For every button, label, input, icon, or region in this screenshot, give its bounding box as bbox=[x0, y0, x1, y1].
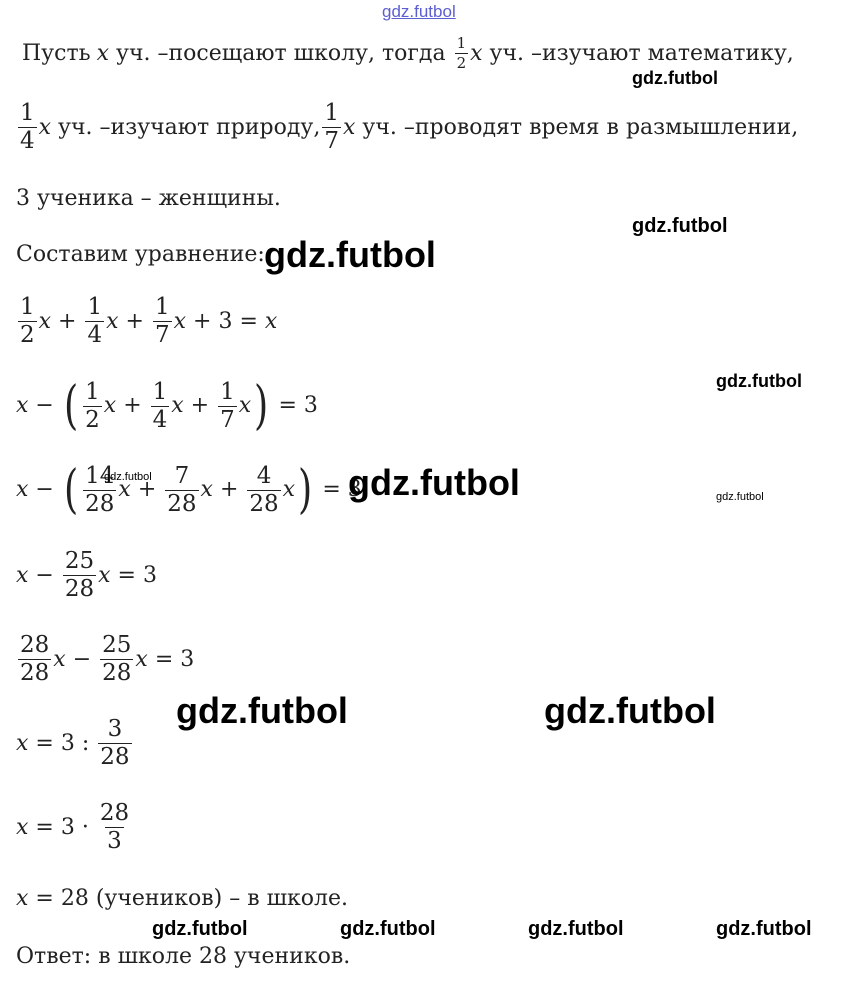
equation-tail: + 3 = bbox=[186, 308, 265, 334]
fraction-denominator: 4 bbox=[87, 322, 103, 348]
line1-text-1: уч. –посещают школу, тогда bbox=[109, 40, 453, 66]
equation-7 bbox=[16, 802, 133, 853]
fraction-numerator: 1 bbox=[324, 100, 339, 126]
var-x: x bbox=[264, 308, 278, 334]
line1-text-2: уч. –изучают математику, bbox=[482, 40, 794, 66]
var-x: x bbox=[173, 308, 187, 334]
operator: − bbox=[28, 477, 61, 502]
operator: − bbox=[65, 646, 99, 672]
fraction-numerator: 28 bbox=[20, 632, 50, 658]
fraction-numerator: 1 bbox=[87, 294, 103, 320]
fraction-denominator: 28 bbox=[85, 490, 115, 517]
line2-text-2: уч. –проводят время в размышлении, bbox=[355, 114, 799, 140]
watermark-top-link[interactable]: gdz.futbol bbox=[382, 2, 456, 21]
operator: + bbox=[118, 308, 151, 334]
watermark: gdz.futbol bbox=[340, 918, 436, 940]
fraction bbox=[218, 378, 237, 433]
equation-6 bbox=[16, 718, 134, 769]
fraction bbox=[247, 462, 280, 517]
var-x: x bbox=[16, 393, 29, 418]
left-paren: ( bbox=[63, 460, 79, 520]
var-x: x bbox=[106, 308, 119, 334]
fraction-denominator: 2 bbox=[20, 322, 35, 348]
right-paren: ) bbox=[298, 460, 313, 520]
var-x: x bbox=[16, 814, 29, 840]
equation-rhs: = 3 bbox=[315, 477, 362, 502]
fraction-numerator: 1 bbox=[456, 34, 467, 52]
fraction-numerator: 1 bbox=[152, 378, 168, 405]
watermark: gdz.futbol bbox=[632, 68, 718, 88]
solution-line-3: 3 ученика – женщины. bbox=[16, 186, 281, 211]
fraction-numerator: 3 bbox=[107, 716, 123, 742]
var-x: x bbox=[342, 114, 356, 140]
answer-line: Ответ: в школе 28 учеников. bbox=[16, 944, 351, 969]
fraction-numerator: 1 bbox=[20, 100, 35, 126]
watermark: gdz.futbol bbox=[716, 371, 802, 391]
watermark: gdz.futbol bbox=[716, 491, 764, 503]
operator: + bbox=[51, 308, 84, 334]
fraction bbox=[63, 550, 96, 601]
equation-lhs: = 3 · bbox=[28, 814, 96, 840]
solution-line-4: Составим уравнение: bbox=[16, 242, 265, 267]
fraction-denominator: 28 bbox=[20, 660, 50, 686]
var-x: x bbox=[38, 308, 52, 334]
fraction-denominator: 3 bbox=[107, 828, 122, 854]
fraction-denominator: 28 bbox=[102, 660, 132, 686]
equation-5 bbox=[16, 634, 194, 685]
fraction-numerator: 25 bbox=[102, 632, 132, 658]
fraction bbox=[85, 296, 104, 347]
equation-8 bbox=[16, 888, 348, 910]
var-x: x bbox=[16, 562, 29, 588]
fraction-numerator: 14 bbox=[85, 462, 115, 489]
watermark: gdz.futbol bbox=[544, 690, 716, 731]
var-x: x bbox=[238, 393, 252, 418]
fraction bbox=[322, 102, 341, 153]
var-x: x bbox=[96, 40, 110, 66]
fraction-numerator: 7 bbox=[174, 462, 190, 489]
line1-lead: Пусть bbox=[22, 40, 91, 66]
fraction-denominator: 28 bbox=[249, 490, 279, 517]
fraction bbox=[100, 634, 133, 685]
var-x: x bbox=[98, 562, 111, 588]
fraction bbox=[151, 378, 170, 433]
fraction-numerator: 1 bbox=[20, 294, 35, 320]
watermark: gdz.futbol bbox=[348, 462, 520, 503]
var-x: x bbox=[38, 114, 52, 140]
watermark: gdz.futbol bbox=[528, 918, 624, 940]
solution-line-1 bbox=[22, 36, 794, 71]
var-x: x bbox=[53, 646, 66, 672]
line2-text-1: уч. –изучают природу, bbox=[51, 114, 321, 140]
fraction-denominator: 7 bbox=[324, 128, 339, 154]
var-x: x bbox=[171, 393, 184, 418]
fraction-denominator: 2 bbox=[456, 54, 467, 72]
equation-result: = 28 (учеников) – в школе. bbox=[28, 886, 349, 911]
fraction-numerator: 1 bbox=[220, 378, 235, 405]
fraction-denominator: 4 bbox=[152, 406, 168, 433]
fraction-numerator: 4 bbox=[256, 462, 272, 489]
equation-4 bbox=[16, 550, 157, 601]
var-x: x bbox=[16, 886, 29, 911]
right-paren: ) bbox=[254, 376, 269, 436]
fraction-denominator: 28 bbox=[167, 490, 197, 517]
operator: − bbox=[28, 562, 61, 588]
operator: + bbox=[130, 477, 164, 502]
left-paren: ( bbox=[63, 376, 79, 436]
equation-2 bbox=[16, 376, 318, 436]
fraction bbox=[18, 634, 51, 685]
fraction-denominator: 28 bbox=[64, 576, 95, 602]
fraction-denominator: 7 bbox=[154, 322, 170, 348]
fraction bbox=[18, 296, 37, 347]
fraction bbox=[455, 36, 469, 71]
fraction-denominator: 7 bbox=[220, 406, 235, 433]
operator: + bbox=[183, 393, 217, 418]
fraction bbox=[83, 378, 102, 433]
watermark: gdz.futbol bbox=[152, 918, 248, 940]
watermark: gdz.futbol bbox=[176, 690, 348, 731]
var-x: x bbox=[470, 40, 483, 66]
fraction-denominator: 2 bbox=[85, 406, 100, 433]
equation-3 bbox=[16, 460, 362, 520]
var-x: x bbox=[118, 477, 131, 502]
fraction-numerator: 1 bbox=[154, 294, 170, 320]
fraction-numerator: 25 bbox=[64, 548, 95, 574]
fraction-denominator: 28 bbox=[100, 744, 130, 770]
solution-line-2 bbox=[16, 102, 798, 153]
watermark: gdz.futbol bbox=[104, 471, 152, 483]
fraction bbox=[98, 802, 131, 853]
fraction-numerator: 28 bbox=[99, 800, 130, 826]
operator: + bbox=[212, 477, 246, 502]
equation-1 bbox=[16, 296, 277, 347]
watermark: gdz.futbol bbox=[716, 918, 812, 940]
equation-rhs: = 3 bbox=[147, 646, 195, 672]
operator: + bbox=[116, 393, 149, 418]
var-x: x bbox=[16, 477, 29, 502]
var-x: x bbox=[103, 393, 117, 418]
watermark: gdz.futbol bbox=[264, 234, 436, 275]
fraction bbox=[153, 296, 172, 347]
var-x: x bbox=[282, 477, 296, 502]
equation-rhs: = 3 bbox=[110, 562, 157, 588]
var-x: x bbox=[16, 730, 29, 756]
operator: − bbox=[28, 393, 61, 418]
fraction-denominator: 4 bbox=[20, 128, 35, 154]
equation-lhs: = 3 : bbox=[28, 730, 97, 756]
var-x: x bbox=[135, 646, 148, 672]
var-x: x bbox=[200, 477, 213, 502]
equation-rhs: = 3 bbox=[271, 393, 318, 418]
fraction bbox=[165, 462, 198, 517]
fraction bbox=[18, 102, 37, 153]
fraction bbox=[98, 718, 131, 769]
fraction-numerator: 1 bbox=[85, 378, 100, 405]
watermark: gdz.futbol bbox=[632, 215, 728, 237]
